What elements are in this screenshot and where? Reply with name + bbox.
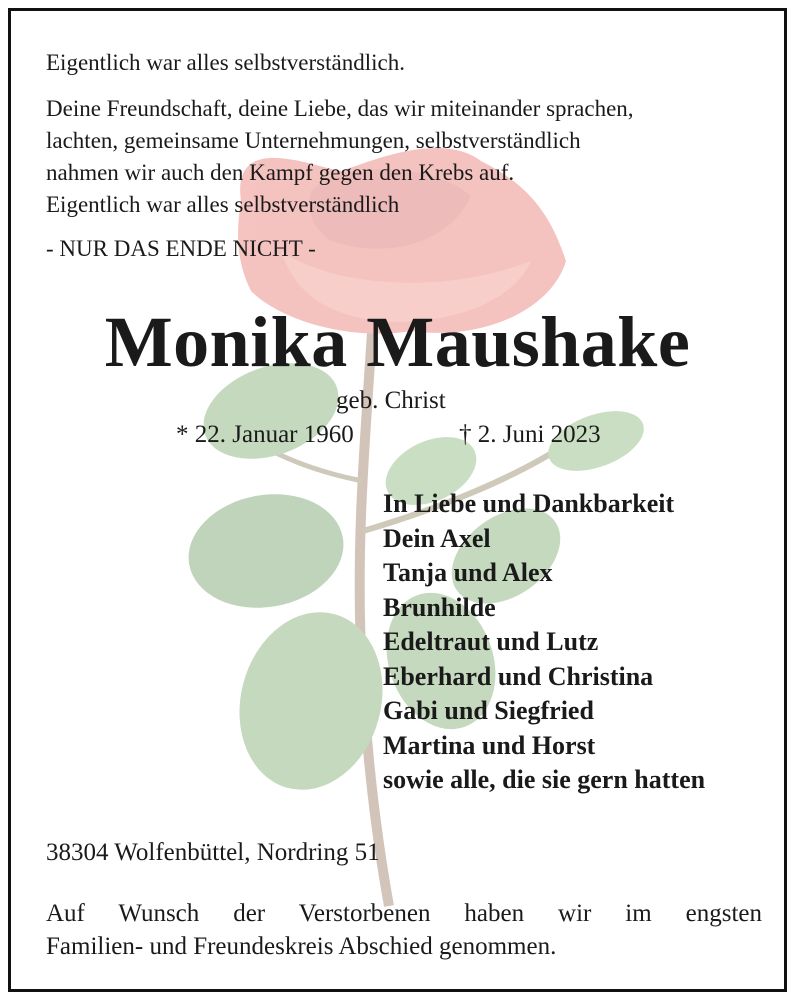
mourner-entry: Dein Axel [383, 523, 491, 553]
mourner-entry: Eberhard und Christina [383, 661, 654, 691]
tagline: - NUR DAS ENDE NICHT - [46, 236, 316, 261]
birth-name: geb. Christ [336, 387, 446, 414]
birth-date: * 22. Januar 1960 [176, 421, 354, 448]
intro-paragraph-line: nahmen wir auch den Kampf gegen den Krebs auf. [46, 160, 515, 185]
intro-opening-line: Eigentlich war alles selbstverständlich. [46, 50, 405, 75]
mourner-entry: Brunhilde [383, 592, 496, 622]
notice-text [11, 11, 784, 989]
intro-paragraph-line: Deine Freundschaft, deine Liebe, das wir miteinander sprachen, [46, 96, 634, 121]
intro-paragraph-line: Eigentlich war alles selbstverständlich [46, 192, 400, 217]
closing-note [46, 897, 762, 963]
intro-paragraph-line: lachten, gemeinsame Unternehmungen, selbstverständlich [46, 128, 581, 153]
mourner-entry: Martina und Horst [383, 730, 596, 760]
mourner-entry: sowie alle, die sie gern hatten [383, 765, 706, 794]
mourners-list [383, 487, 705, 798]
mourner-entry: Edeltraut und Lutz [383, 627, 599, 656]
mourner-entry: Gabi und Siegfried [383, 696, 594, 725]
obituary-notice [8, 8, 787, 992]
mourning-address: 38304 Wolfenbüttel, Nordring 51 [46, 839, 380, 866]
mourner-entry: Tanja und Alex [383, 558, 553, 587]
death-date: † 2. Juni 2023 [459, 421, 601, 448]
closing-line: Auf Wunsch der Verstorbenen haben wir im engsten [46, 900, 762, 927]
closing-line: Familien- und Freundeskreis Abschied genommen. [46, 933, 557, 960]
mourners-heading: In Liebe und Dankbarkeit [383, 489, 675, 518]
deceased-name: Monika Maushake [104, 302, 691, 382]
